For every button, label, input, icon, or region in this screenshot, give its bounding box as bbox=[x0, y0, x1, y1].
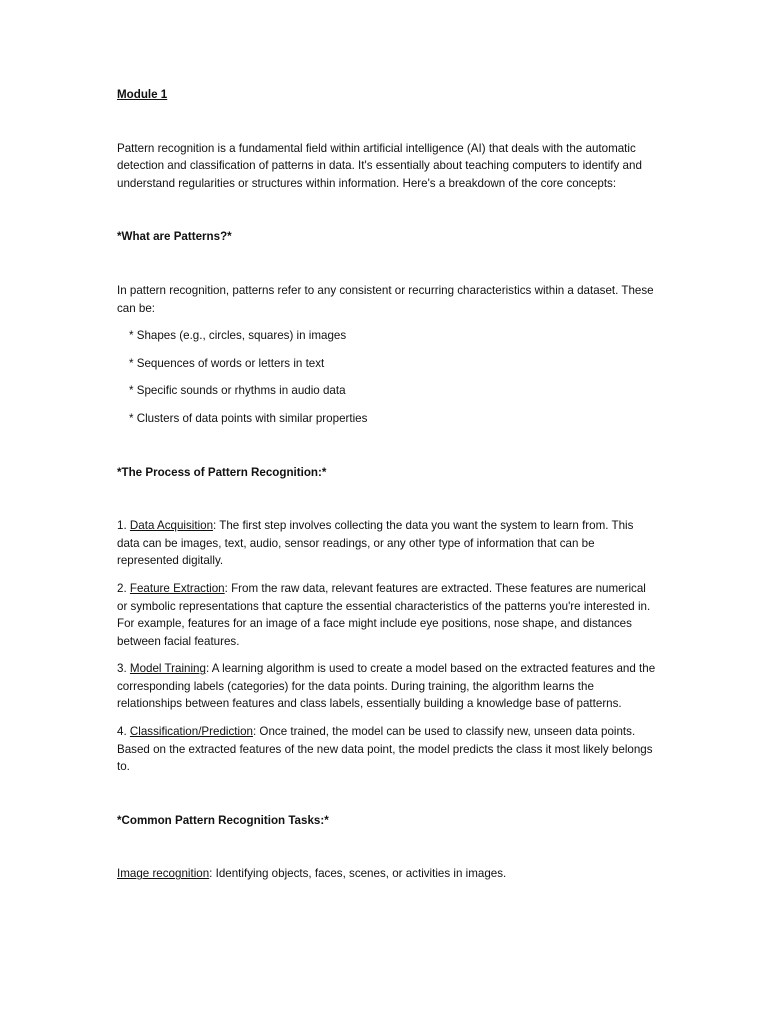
section-heading-tasks: *Common Pattern Recognition Tasks:* bbox=[117, 813, 329, 827]
step-number: 1. bbox=[117, 519, 127, 533]
intro-paragraph: Pattern recognition is a fundamental field within artificial intelligence (AI) that deals with the automatic detection and classification of patterns in data. It's essentially about teaching computers to identify and understand regularities or structures within information. Here's a breakdown of the core concepts: bbox=[117, 141, 642, 190]
step-text: : A learning algorithm is used to create a model based on the extracted features and the corresponding labels (categories) for the data points. During training, the algorithm learns the relationships between features and class labels, essentially building a knowledge base of patterns. bbox=[117, 662, 656, 711]
step-text: : Once trained, the model can be used to classify new, unseen data points. Based on the extracted features of the new data point, the model predicts the class it most likely belongs to. bbox=[117, 725, 653, 774]
step-number: 3. bbox=[117, 662, 127, 676]
section-heading-patterns: *What are Patterns?* bbox=[117, 230, 232, 244]
step-term: Model Training bbox=[129, 662, 206, 676]
step-term: Classification/Prediction bbox=[129, 725, 253, 739]
step-text: : From the raw data, relevant features are extracted. These features are numerical or symbolic representations that capture the essential characteristics of the patterns you're interested in. For example, features for an image of a face might include eye positions, nose shape, and distances between facial features. bbox=[117, 581, 651, 648]
section-heading-process: *The Process of Pattern Recognition:* bbox=[117, 465, 327, 479]
task-item bbox=[117, 865, 657, 883]
process-step-3 bbox=[117, 660, 657, 713]
process-step-4 bbox=[117, 723, 657, 776]
list-item: * Clusters of data points with similar properties bbox=[129, 411, 368, 425]
step-term: Data Acquisition bbox=[129, 519, 214, 533]
document-title: Module 1 bbox=[117, 88, 168, 101]
process-step-2 bbox=[117, 580, 657, 650]
step-number: 4. bbox=[117, 725, 127, 739]
step-text: : The first step involves collecting the data you want the system to learn from. This data can be images, text, audio, sensor readings, or any other type of information that can be represented digitally. bbox=[117, 519, 634, 568]
process-step-1 bbox=[117, 517, 657, 570]
step-term: Feature Extraction bbox=[129, 581, 225, 595]
task-text: : Identifying objects, faces, scenes, or activities in images. bbox=[209, 867, 507, 881]
task-term: Image recognition bbox=[117, 867, 210, 881]
step-number: 2. bbox=[117, 581, 127, 595]
list-item: * Shapes (e.g., circles, squares) in images bbox=[129, 329, 347, 343]
patterns-paragraph: In pattern recognition, patterns refer to any consistent or recurring characteristics within a dataset. These can be: bbox=[117, 283, 654, 315]
list-item: * Specific sounds or rhythms in audio data bbox=[129, 384, 346, 398]
document-body bbox=[117, 86, 657, 883]
patterns-list bbox=[117, 327, 657, 427]
list-item: * Sequences of words or letters in text bbox=[129, 356, 325, 370]
